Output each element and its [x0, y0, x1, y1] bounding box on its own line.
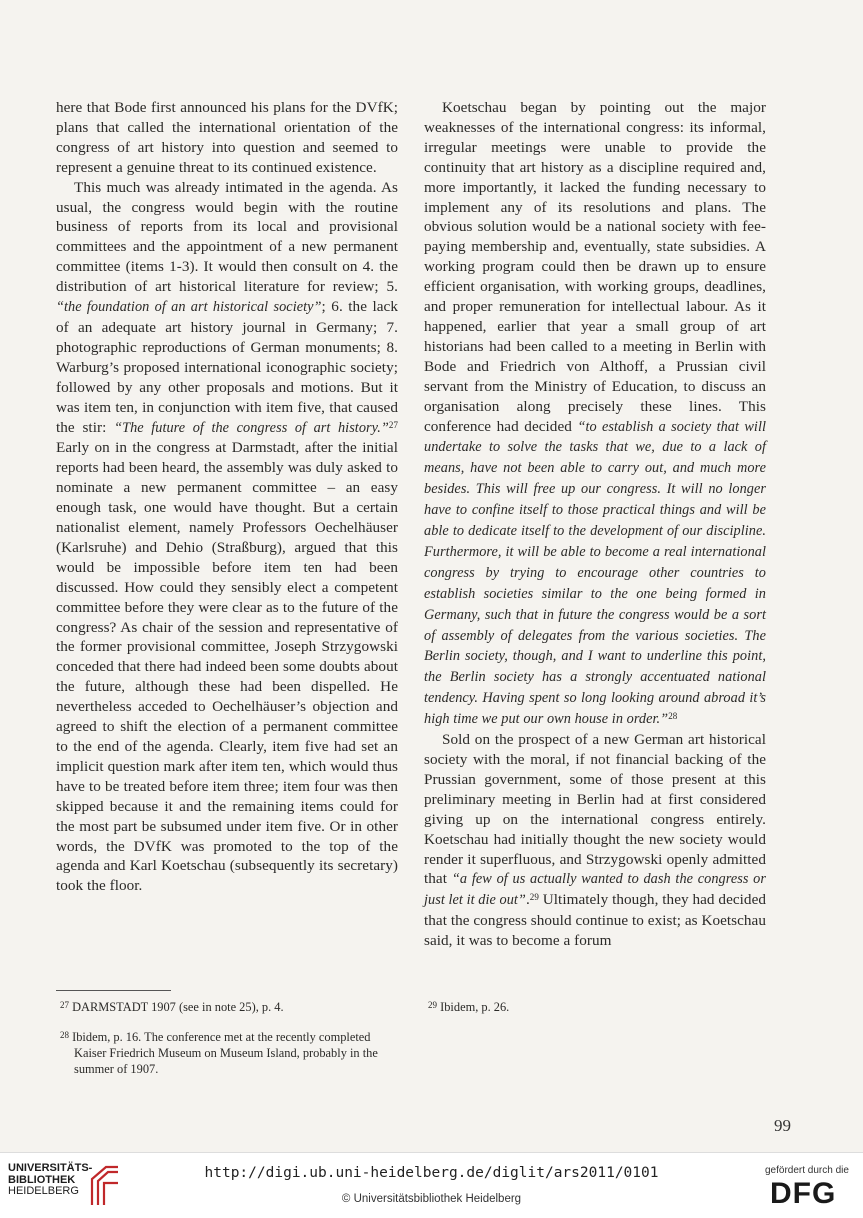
- library-logo-line: BIBLIOTHEK: [8, 1173, 76, 1186]
- footnote-text: DARMSTADT 1907 (see in note 25), p. 4.: [72, 1000, 284, 1014]
- footnote: [424, 999, 766, 1015]
- footnote-ref: 28: [668, 711, 678, 722]
- paragraph: [56, 178, 398, 897]
- footnote: [56, 999, 398, 1015]
- text-run: ; 6. the lack of an adequate art history journal in Germany; 7. photographic reproductions of German monuments; 8. Warburg’s proposed international iconographic society; followed by any other proposals and motions. But it was item ten, in conjunction with item five, that caused the stir:: [56, 298, 398, 436]
- quote: “the foundation of an art historical society”: [56, 299, 322, 316]
- text-run: Koetschau began by pointing out the major weaknesses of the international congress: its informal, irregular meetings were unable to provide the continuity that art history as a discipline required and, more importantly, it lacked the funding necessary to implement any of its resolutions and plans. The obvious solution would be a national society with fee-paying membership and, eventually, state subsidies. A working program could then be drawn up to ensure efficient organisation, with working groups, deadlines, and proper remuneration for intellectual labour. As it happened, earlier that year a small group of art historians had been called to a meeting in Berlin with Bode and Friedrich von Althoff, a Prussian civil servant from the Ministry of Education, to discuss an organisation along precisely these lines. This conference had decided: [424, 99, 766, 435]
- text-run: This much was already intimated in the agenda. As usual, the congress would begin with the routine business of reports from its local and provisional committees and the appointment of a new permanent committee (items 1-3). It would then consult on 4. the distribution of art historical literature for review; 5.: [56, 178, 398, 296]
- library-logo-line: UNIVERSITÄTS-: [8, 1162, 93, 1174]
- footnote-text: Ibidem, p. 26.: [440, 1000, 510, 1014]
- footer-bar: [0, 1152, 863, 1218]
- footnote-ref: 27: [388, 419, 398, 430]
- footnotes-left: [56, 990, 398, 1091]
- left-text-column: [56, 98, 398, 896]
- permalink[interactable]: http://digi.ub.uni-heidelberg.de/diglit/ars2011/0101: [204, 1165, 659, 1181]
- footnote: [56, 1029, 398, 1077]
- footnote-number: 29: [428, 1000, 437, 1010]
- text-run: Early on in the congress at Darmstadt, after the initial reports had been heard, the assembly was duly asked to nominate a new permanent committee – an easy enough task, one would have thought. But a certain nationalist element, namely Professors Oechelhäuser (Karlsruhe) and Dehio (Straßburg), argued that this would be impossible before item ten had been discussed. How could they sensibly elect a competent committee before they were clear as to the future of the congress? As chair of the session and representative of the former provisional committee, Joseph Strzygowski conceded that there had indeed been some doubts about the future, although these had been dispelled. He nevertheless acceded to Oechelhäuser’s objection and agreed to shift the election of a permanent committee to the end of the agenda. Clearly, item five had set an implicit question mark after item ten, which would thus have to be treated before item three; item four was then skipped because it and the remaining items could for the most part be subsumed under item five. Or in other words, the DVfK was promoted to the top of the agenda and Karl Koetschau (subsequently its secretary) took the floor.: [56, 439, 398, 895]
- paragraph: [424, 730, 766, 951]
- quote: “a few of us actually wanted to dash the congress or just let it die out”: [424, 871, 766, 909]
- quote: “to establish a society that will undertake to solve the tasks that we, due to a lack of means, have not been able to carry out, and much more besides. This will free up our congress. It will no longer have to confine itself to those practical things and will be able to dedicate itself to the development of our discipline. Furthermore, it will be able to become a real international congress by trying to encourage other countries to establish societies similar to the one being formed in Germany, such that in future the congress would be a sort of assembly of delegates from the various societies. The Berlin society, though, and I want to underline this point, the Berlin society has a strongly accentuated national tendency. Having spent so long looking around abroad it’s high time we put our own house in order.”: [424, 418, 766, 728]
- paragraph: here that Bode first announced his plans for the DVfK; plans that called the international orientation of the congress of art history into question and seemed to represent a genuine threat to its continued existence.: [56, 99, 398, 176]
- page-number: 99: [774, 1116, 791, 1135]
- quote: “The future of the congress of art history.”: [114, 419, 389, 436]
- funding-label: gefördert durch die: [765, 1165, 849, 1176]
- footnote-number: 28: [60, 1030, 69, 1040]
- footnote-text: Ibidem, p. 16. The conference met at the recently completed Kaiser Friedrich Museum on Museum Island, probably in the summer of 1907.: [72, 1030, 378, 1076]
- footnote-number: 27: [60, 1000, 69, 1010]
- footnote-rule: [56, 990, 171, 991]
- text-run: Ultimately though, they had decided that the congress should continue to exist; as Koetschau said, it was to become a forum: [424, 891, 766, 950]
- text-run: .: [525, 891, 530, 909]
- paragraph: [424, 98, 766, 730]
- copyright-notice: © Universitätsbibliothek Heidelberg: [341, 1193, 522, 1205]
- footnote-ref: 29: [529, 892, 539, 903]
- library-logo-line: HEIDELBERG: [8, 1185, 79, 1197]
- footnotes-right: [424, 990, 766, 1029]
- dfg-logo[interactable]: DFG: [770, 1177, 837, 1210]
- right-text-column: [424, 98, 766, 951]
- text-run: Sold on the prospect of a new German art historical society with the moral, if not financial backing of the Prussian government, some of those present at this preliminary meeting in Berlin had at first considered giving up on the international congress entirely. Koetschau had initially thought the new society would render it superfluous, and Strzygowski openly admitted that: [424, 731, 766, 888]
